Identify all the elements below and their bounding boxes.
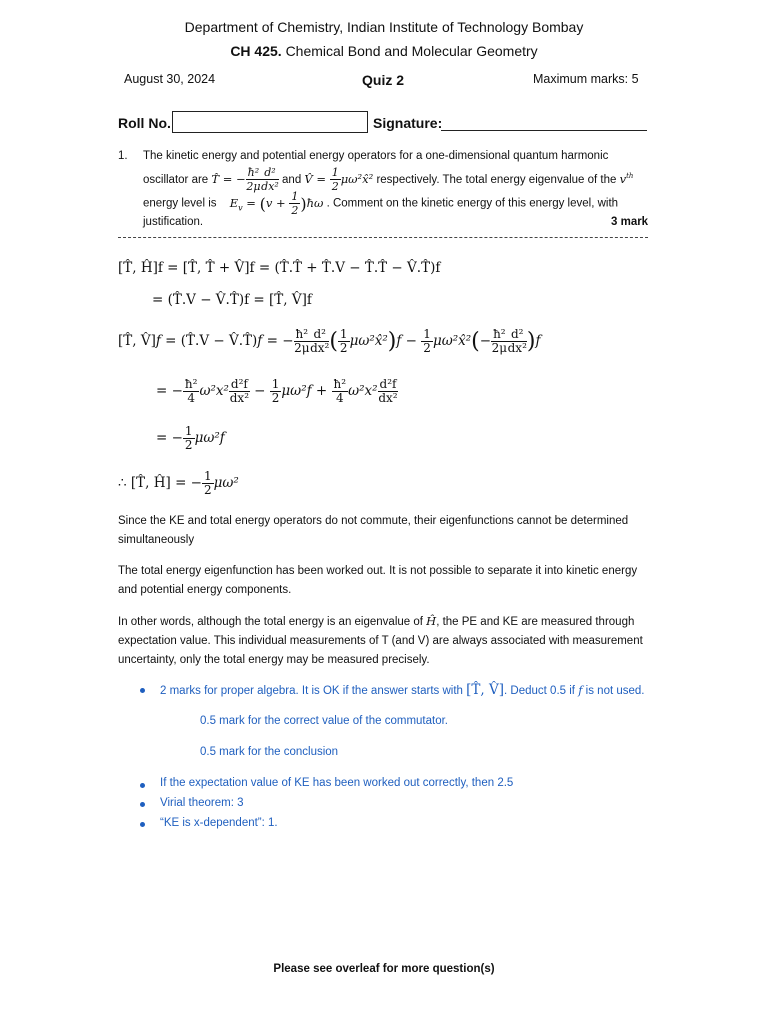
course-title — [0, 43, 768, 59]
equation-4: = − $\frac{\text{ħ²}}{4}$ ω²x² $\frac{\text{d²f}}{\text{dx²}}$ − $\frac{1}{2}$ μω²f + $\frac{\text{ħ²}}{4}$ ω²x² $\frac{\text{d²f}}{\text{dx²}}$ — [156, 377, 398, 405]
quiz-title: Quiz 2 — [362, 72, 405, 88]
footer-note: Please see overleaf for more question(s) — [273, 963, 495, 975]
rubric-sub-conclusion: 0.5 mark for the conclusion — [200, 746, 339, 758]
rubric-item-algebra-a: 2 marks for proper algebra. It is OK if the answer starts with — [160, 685, 463, 697]
paragraph-other-words-b: , the PE and KE are measured through expectation value. This individual measurements of T (and V) are always associated with measurement uncertainty, only the total energy may be measured precisely. — [118, 616, 643, 666]
rubric-sub-commutator: 0.5 mark for the correct value of the commutator. — [200, 715, 448, 727]
equation-6: ∴ [T̂, Ĥ] = − $\frac{1}{2}$ μω² — [118, 469, 239, 497]
question-line-2-c: respectively. The total energy eigenvalue of the — [376, 173, 617, 186]
question-line-3-a: energy level is — [143, 197, 217, 210]
rubric-item-algebra-b: . Deduct 0.5 if — [504, 685, 575, 697]
question-line-3 — [143, 190, 650, 219]
equation-1: [T̂, Ĥ]f = [T̂, T̂ + V̂]f = (T̂.T̂ + T̂.V − T̂.T̂ − V̂.T̂)f — [118, 260, 441, 276]
question-line-2-a: oscillator are — [143, 173, 209, 186]
bullet-dot — [140, 822, 145, 827]
bullet-dot — [140, 783, 145, 788]
equation-5-prefix: = − — [156, 430, 183, 446]
quiz-date: August 30, 2024 — [124, 72, 216, 86]
rubric-item-x-dependent: “KE is x-dependent”: 1. — [160, 817, 278, 829]
paragraph-other-words — [118, 612, 650, 670]
roll-label: Roll No. — [118, 115, 171, 131]
question-line-4: justification. — [143, 216, 204, 228]
question-line-1: The kinetic energy and potential energy operators for a one-dimensional quantum harmonic — [143, 150, 609, 162]
course-code: CH 425. — [230, 43, 282, 59]
commutator-symbol: [T̂, V̂] — [466, 682, 505, 698]
paragraph-other-words-a: In other words, although the total energy is an eigenvalue of — [118, 616, 423, 628]
equation-6-prefix: ∴ [T̂, Ĥ] = − — [118, 475, 202, 491]
hamiltonian-symbol: Ĥ — [426, 614, 437, 628]
bullet-dot — [140, 802, 145, 807]
question-line-3-b: . Comment on the kinetic energy of this energy level, with — [326, 197, 619, 210]
department-title: Department of Chemistry, Indian Institute of Technology Bombay — [184, 19, 584, 35]
rubric-item-algebra-c: is not used. — [585, 685, 645, 697]
paragraph-commute: Since the KE and total energy operators do not commute, their eigenfunctions cannot be determined simultaneously — [118, 515, 629, 546]
kinetic-operator: T̂ = − $\frac{\text{ħ²}}{2\mu}$ $\frac{\text{d²}}{\text{dx²}}$ — [211, 166, 279, 194]
f-symbol: f — [578, 683, 583, 697]
roll-number-field[interactable] — [172, 111, 368, 133]
rubric-item-expectation: If the expectation value of KE has been worked out correctly, then 2.5 — [160, 777, 514, 789]
rubric-item-algebra — [160, 682, 645, 698]
paragraph-eigenfunction: The total energy eigenfunction has been worked out. It is not possible to separate it into kinetic energy and potential energy components. — [118, 565, 638, 596]
bullet-dot — [140, 688, 145, 693]
signature-line[interactable] — [441, 116, 647, 131]
max-marks: Maximum marks: 5 — [533, 72, 639, 86]
rubric-item-virial: Virial theorem: 3 — [160, 797, 244, 809]
potential-operator: V̂ = $\frac{1}{2}$ μω²x̂² — [304, 166, 374, 194]
equation-3: [T̂, V̂]f = (T̂.V − V̂.T̂)f = − $\frac{\text{ħ²}}{2\mu}$ $\frac{\text{d²}}{\text{dx²}}$ ( $\frac{1}{2}$ μω²x̂²)f − $\frac{1}{2}$ μω²x̂²(− $\frac{\text{ħ²}}{2\mu}$ $\frac{\text{d²}}{\text{dx²}}$ )f — [118, 327, 541, 355]
signature-label: Signature: — [373, 115, 443, 131]
course-name: Chemical Bond and Molecular Geometry — [285, 43, 538, 59]
equation-2: = (T̂.V − V̂.T̂)f = [T̂, V̂]f — [152, 292, 312, 308]
divider-line — [118, 237, 648, 238]
question-marks: 3 mark — [611, 216, 649, 228]
question-number: 1. — [118, 150, 128, 162]
v-th-symbol: $v^{th}$ — [619, 171, 634, 186]
question-line-2-b: and — [282, 173, 302, 186]
equation-5: = − $\frac{1}{2}$ μω²f — [156, 424, 225, 452]
energy-eigenvalue: $E_v = (v$ + $\frac{1}{2}$ )ħω — [229, 190, 324, 217]
